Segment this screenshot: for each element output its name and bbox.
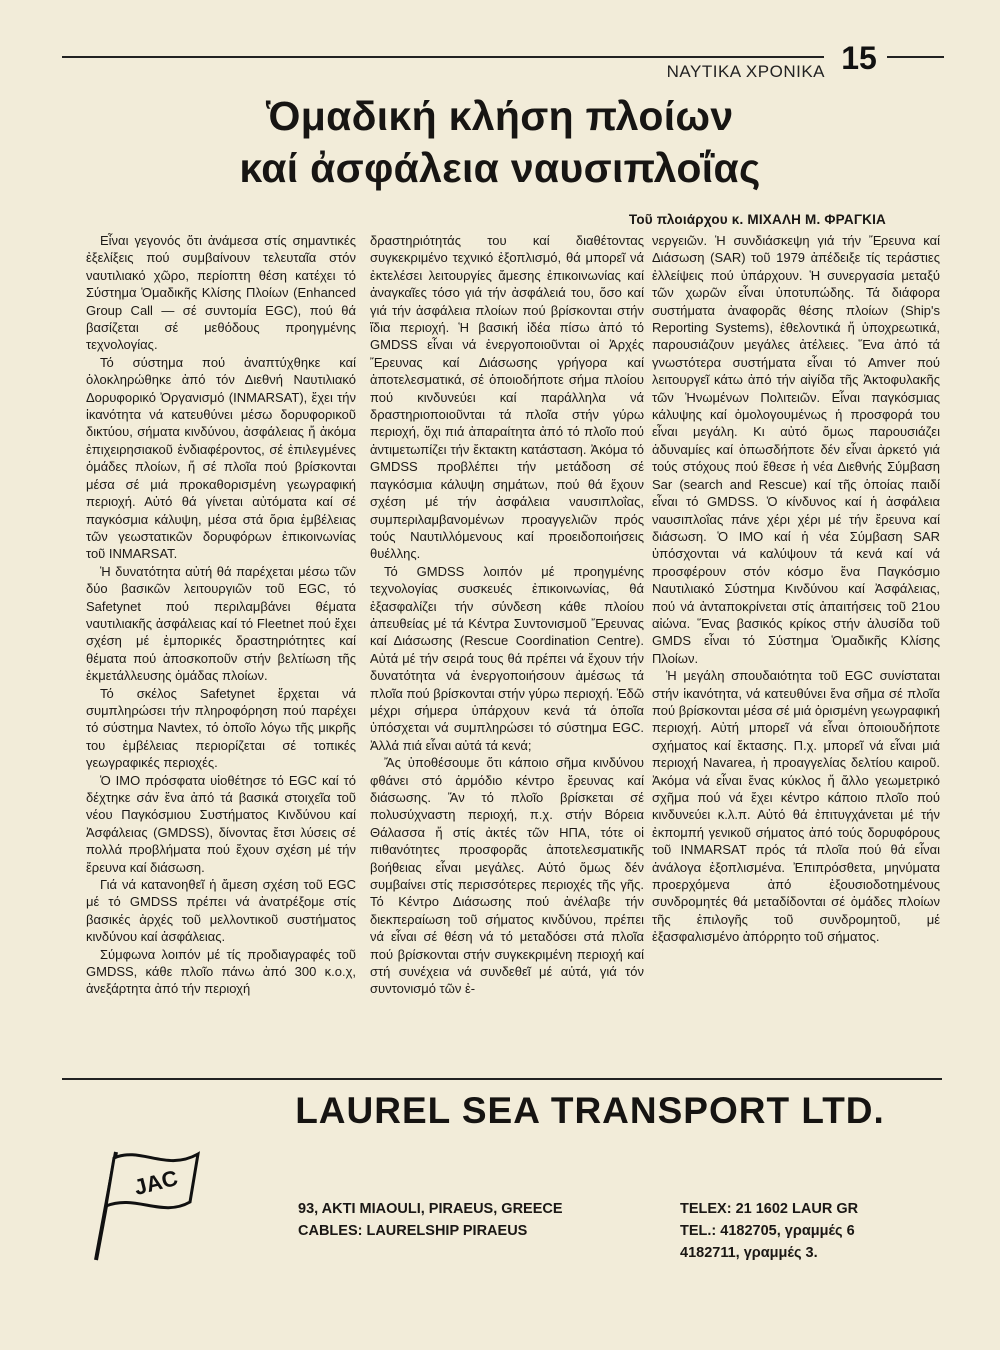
paragraph: Ἡ δυνατότητα αὐτή θά παρέχεται μέσω τῶν δύο βασικῶν λειτουργιῶν τοῦ EGC, τό Safetynet πού περιλαμβάνει θέματα ναυτιλιακῆς ἀσφάλειας καί τό Fleetnet πού ἔχει σχέση μέ ἐμπορικές δραστηριότητες καί θέματα πού ἀποσκοποῦν στήν βελτίωση τῆς ἐκμετάλλευσης ὁμάδας πλοίων.	[86, 563, 356, 684]
journal-name: ΝΑΥΤΙΚΑ ΧΡΟΝΙΚΑ	[666, 62, 825, 81]
paragraph: Τό σύστημα πού ἀναπτύχθηκε καί ὁλοκληρώθηκε ἀπό τόν Διεθνή Ναυτιλιακό Δορυφορικό Ὀργανισμό (INMARSAT), ἔχει τήν ἱκανότητα νά κατευθύνει μέσω δορυφορικοῦ δικτύου, σήματα κινδύνου, ἀσφάλειας ἤ ἀκόμα ἐπιχειρησιακοῦ ἐνδιαφέροντος, σέ ἐπιλεγμένες ὁμάδες πλοίων, ἤ σέ πλοῖα πού βρίσκονται μέσα σέ μιά προκαθορισμένη γεωγραφική περιοχή. Αὐτό θά γίνεται αὐτόματα καί σέ παγκόσμια κάλυψη, μέσα στά ὅρια ἐμβέλειας τῶν γεωστατικῶν δορυφόρων ἐπικοινωνίας τοῦ INMARSAT.	[86, 354, 356, 562]
telex-line: TELEX: 21 1602 LAUR GR	[680, 1201, 859, 1217]
tel-line: TEL.: 4182705, γραμμές 6	[680, 1223, 855, 1239]
paragraph: Τό GMDSS λοιπόν μέ προηγμένης τεχνολογίας συσκευές ἐπικοινωνίας, θά ἐξασφαλίζει τήν σύνδεση κάθε πλοίου ἀπευθείας μέ τά Κέντρα Συντονισμοῦ Ἔρευνας καί Διάσωσης (Rescue Coordination Centre). Αὐτά μέ τήν σειρά τους θά πρέπει νά ἔχουν τήν δυνατότητα νά ἐνεργοποιήσουν ἀμέσως τά πλοῖα πού βρίσκονται στήν γύρω περιοχή. Ἐδῶ μέχρι σήμερα ὑπάρχουν κενά τά ὁποῖα ὑπόσχεται νά συμπληρώσει τό σύστημα EGC. Ἀλλά πιά εἶναι αὐτά τά κενά;	[370, 563, 644, 753]
paragraph: δραστηριότητάς του καί διαθέτοντας συγκεκριμένο τεχνικό ἐξοπλισμό, θά μπορεῖ νά ἐκτελέσει λειτουργίες ἄμεσης ἐπικοινωνίας καί ἀναγκαῖες τόσο γιά τήν ἀσφάλειά του, ὅσο καί γιά τήν ἀσφάλεια πλοίων πού βρίσκονται στήν ἴδια περιοχή. Ἡ βασική ἰδέα πίσω ἀπό τό GMDSS εἶναι νά ἐνεργοποιοῦνται οἱ Ἀρχές Ἔρευνας καί Διάσωσης γρήγορα καί ἀποτελεσματικά, σέ ὁποιοδήποτε σήμα πλοίου πού κινδυνεύει καί παράλληλα νά δραστηριοποιοῦνται τά πλοῖα στήν γύρω περιοχή, ὄχι πιά ἀπαραίτητα ἀπό τό πλοῖο πού ἀντιμετωπίζει τήν ἔκτακτη κατάσταση. Ἀκόμα τό GMDSS προβλέπει τήν μετάδοση σέ παγκόσμια κάλυψη σημάτων, πού θά ἔχουν σχέση μέ τήν ἀσφάλεια ναυσιπλοΐας, συμπεριλαμβανομένων προαγγελιῶν πρός τούς Ναυτιλλόμενους καί προειδοποιήσεις θυέλλης.	[370, 233, 644, 562]
cables-line: CABLES: LAURELSHIP PIRAEUS	[298, 1223, 528, 1239]
logo-text: JAC	[131, 1165, 181, 1201]
paragraph: Ὁ ΙΜΟ πρόσφατα υἱοθέτησε τό EGC καί τό δέχτηκε σάν ἕνα ἀπό τά βασικά στοιχεῖα τοῦ νέου Παγκόσμιου Συστήματος Κινδύνου καί Ἀσφάλειας (GMDSS), δίνοντας ἔτσι λύσεις σέ πολλά προβλήματα πού ἔχουν σχέση μέ τήν ἔρευνα καί διάσωση.	[86, 772, 356, 875]
page-number: 15	[841, 40, 877, 76]
header-rule-right	[887, 56, 944, 58]
advert-contacts	[680, 1198, 940, 1264]
advert-divider	[62, 1078, 942, 1080]
article-byline: Τοῦ πλοιάρχου κ. ΜΙΧΑΛΗ Μ. ΦΡΑΓΚΙΑ	[628, 212, 886, 227]
title-line-2: καί ἀσφάλεια ναυσιπλοΐας	[239, 145, 761, 191]
paragraph: Σύμφωνα λοιπόν μέ τίς προδιαγραφές τοῦ GMDSS, κάθε πλοῖο πάνω ἀπό 300 κ.ο.χ, ἀνεξάρτητα ἀπό τήν περιοχή	[86, 946, 356, 997]
advert-company-name: LAUREL SEA TRANSPORT LTD.	[295, 1090, 885, 1131]
jac-flag-logo	[86, 1132, 206, 1267]
title-line-1: Ὁμαδική κλήση πλοίων	[266, 93, 734, 139]
column-2	[370, 232, 644, 998]
column-1	[86, 232, 356, 998]
header-rule-left	[62, 56, 824, 58]
address-line: 93, AKTI MIAOULI, PIRAEUS, GREECE	[298, 1201, 563, 1217]
paragraph: Ἡ μεγάλη σπουδαιότητα τοῦ EGC συνίσταται στήν ἱκανότητα, νά κατευθύνει ἕνα σῆμα σέ πλοῖα πού βρίσκονται μέσα σέ μιά ὁρισμένη γεωγραφική περιοχή. Αὐτή μπορεῖ νά εἶναι ὁποιουδήποτε σχήματος καί ἔκτασης. Π.χ. μπορεῖ νά εἶναι μιά περιοχή Navarea, ἡ προαγγελίας δελτίου καιροῦ. Ἀκόμα νά εἶναι ἕνας κύκλος ἤ ἄλλο γεωμετρικό σχῆμα πού νά ἔχει κέντρο κάποιο πλοῖο πού κινδυνεύει κ.λ.π. Αὐτό θά ἐπιτυγχάνεται μέ τήν ἐκπομπή γενικοῦ σήματος ἀπό τούς δορυφόρους τοῦ INMARSAT πρός τά πλοῖα πού θά εἶναι ἀνάλογα ἐξοπλισμένα. Ἐπιπρόσθετα, μηνύματα προερχόμενα ἀπό ἐξουσιοδοτημένους συνδρομητές θά μεταδίδονται σέ ὁμάδες πλοίων τῆς ἐπιλογῆς τοῦ συνδρομητοῦ, μέ ἐξασφαλισμένο ἀπόρρητο τοῦ σήματος.	[652, 668, 940, 945]
flag-icon	[86, 1132, 206, 1267]
tel-line-2: 4182711, γραμμές 3.	[680, 1245, 818, 1261]
column-3	[652, 232, 940, 946]
paragraph: Εἶναι γεγονός ὅτι ἀνάμεσα στίς σημαντικές ἐξελίξεις πού συμβαίνουν τελευταῖα στόν ναυτιλιακό χῶρο, περίοπτη θέση κατέχει τό Σύστημα Ὁμαδικῆς Κλίσης Πλοίων (Enhanced Group Call — σέ συντομία EGC), πού θά βασίζεται σέ μεθόδους προηγμένης τεχνολογίας.	[86, 233, 356, 353]
paragraph: νεργειῶν. Ἡ συνδιάσκεψη γιά τήν Ἔρευνα καί Διάσωση (SAR) τοῦ 1979 ἀπέδειξε τίς τεράστιες ἐλλείψεις πού ὑπάρχουν. Ἡ συνεργασία μεταξύ τῶν χωρῶν εἶναι ὑποτυπώδης. Τά διάφορα συστήματα ἀναφορᾶς θέσης πλοίων (Ship's Reporting Systems), ἐθελοντικά ἤ ὑποχρεωτικά, παρουσιάζουν μεγάλες ἀτέλειες. Ἕνα ἀπό τά γνωστότερα συστήματα εἶναι τό Amver πού λειτουργεῖ κάτω ἀπό τήν αἰγίδα τῆς Ἀκτοφυλακῆς τῶν Ἡνωμένων Πολιτειῶν. Εἶναι παγκόσμιας κάλυψης καί ὁμολογουμένως ἡ προσφορά του εἶναι μεγάλη. Κι αὐτό ὅμως παρουσιάζει ἀδυναμίες καί ὁπωσδήποτε δέν εἶναι ἀρκετό γιά τούς στόχους πού ἔθεσε ἡ νέα Διεθνής Σύμβαση Sar (search and Rescue) καί τῆς ὁποίας παιδί εἶναι τό GMDSS. Ὁ κίνδυνος καί ἡ ἀσφάλεια ναυσιπλοΐας πάνε χέρι χέρι μέ τήν ἔρευνα καί διάσωση. Ὁ ΙΜΟ καί ἡ νέα Σύμβαση SAR ὑπόσχονται νά καλύψουν τά κενά καί νά προσφέρουν στόν κόσμο ἕνα Παγκόσμιο Ναυτιλιακό Σύστημα Κινδύνου καί Ἀσφάλειας, πού νά ἀνταποκρίνεται στίς ἀπαιτήσεις τοῦ 21ου αἰώνα. Ἕνας βασικός κρίκος στήν ἁλυσίδα τοῦ GMDS εἶναι τό Σύστημα Ὁμαδικῆς Κλίσης Πλοίων.	[652, 233, 940, 666]
article-title	[150, 90, 850, 194]
paragraph: Τό σκέλος Safetynet ἔρχεται νά συμπληρώσει τήν πληροφόρηση πού παρέχει τό σύστημα Navtex, τό ὁποῖο λόγω τῆς μικρῆς του ἐμβέλειας περιορίζεται σέ τοπικές γεωγραφικές περιοχές.	[86, 685, 356, 771]
paragraph: Ἄς ὑποθέσουμε ὅτι κάποιο σῆμα κινδύνου φθάνει στό ἁρμόδιο κέντρο ἔρευνας καί διάσωσης. Ἄν τό πλοῖο βρίσκεται σέ πολυσύχναστη περιοχή, π.χ. στήν Βόρεια Θάλασσα ἤ στίς ἀκτές τῶν ΗΠΑ, τότε οἱ πιθανότητες προσφορᾶς ἀποτελεσματικῆς βοήθειας εἶναι μεγάλες. Αὐτό ὅμως δέν συμβαίνει στίς περισσότερες περιοχές τῆς γῆς. Τό Κέντρο Διάσωσης πού ἀνέλαβε τήν διεκπεραίωση τοῦ σήματος κινδύνου, πρέπει νά εἶναι σέ θέση νά τό μεταδόσει στά πλοῖα πού βρίσκονται στήν συγκεκριμένη περιοχή καί στή συνέχεια νά συνδεθεῖ μέ αὐτά, γιά τόν συντονισμό τῶν ἐ-	[370, 755, 644, 997]
advert-address	[298, 1198, 618, 1242]
paragraph: Γιά νά κατανοηθεῖ ἡ ἄμεση σχέση τοῦ EGC μέ τό GMDSS πρέπει νά ἀνατρέξομε στίς βασικές ἀρχές τοῦ μελλοντικοῦ συστήματος κινδύνου καί ἀσφάλειας.	[86, 877, 356, 945]
